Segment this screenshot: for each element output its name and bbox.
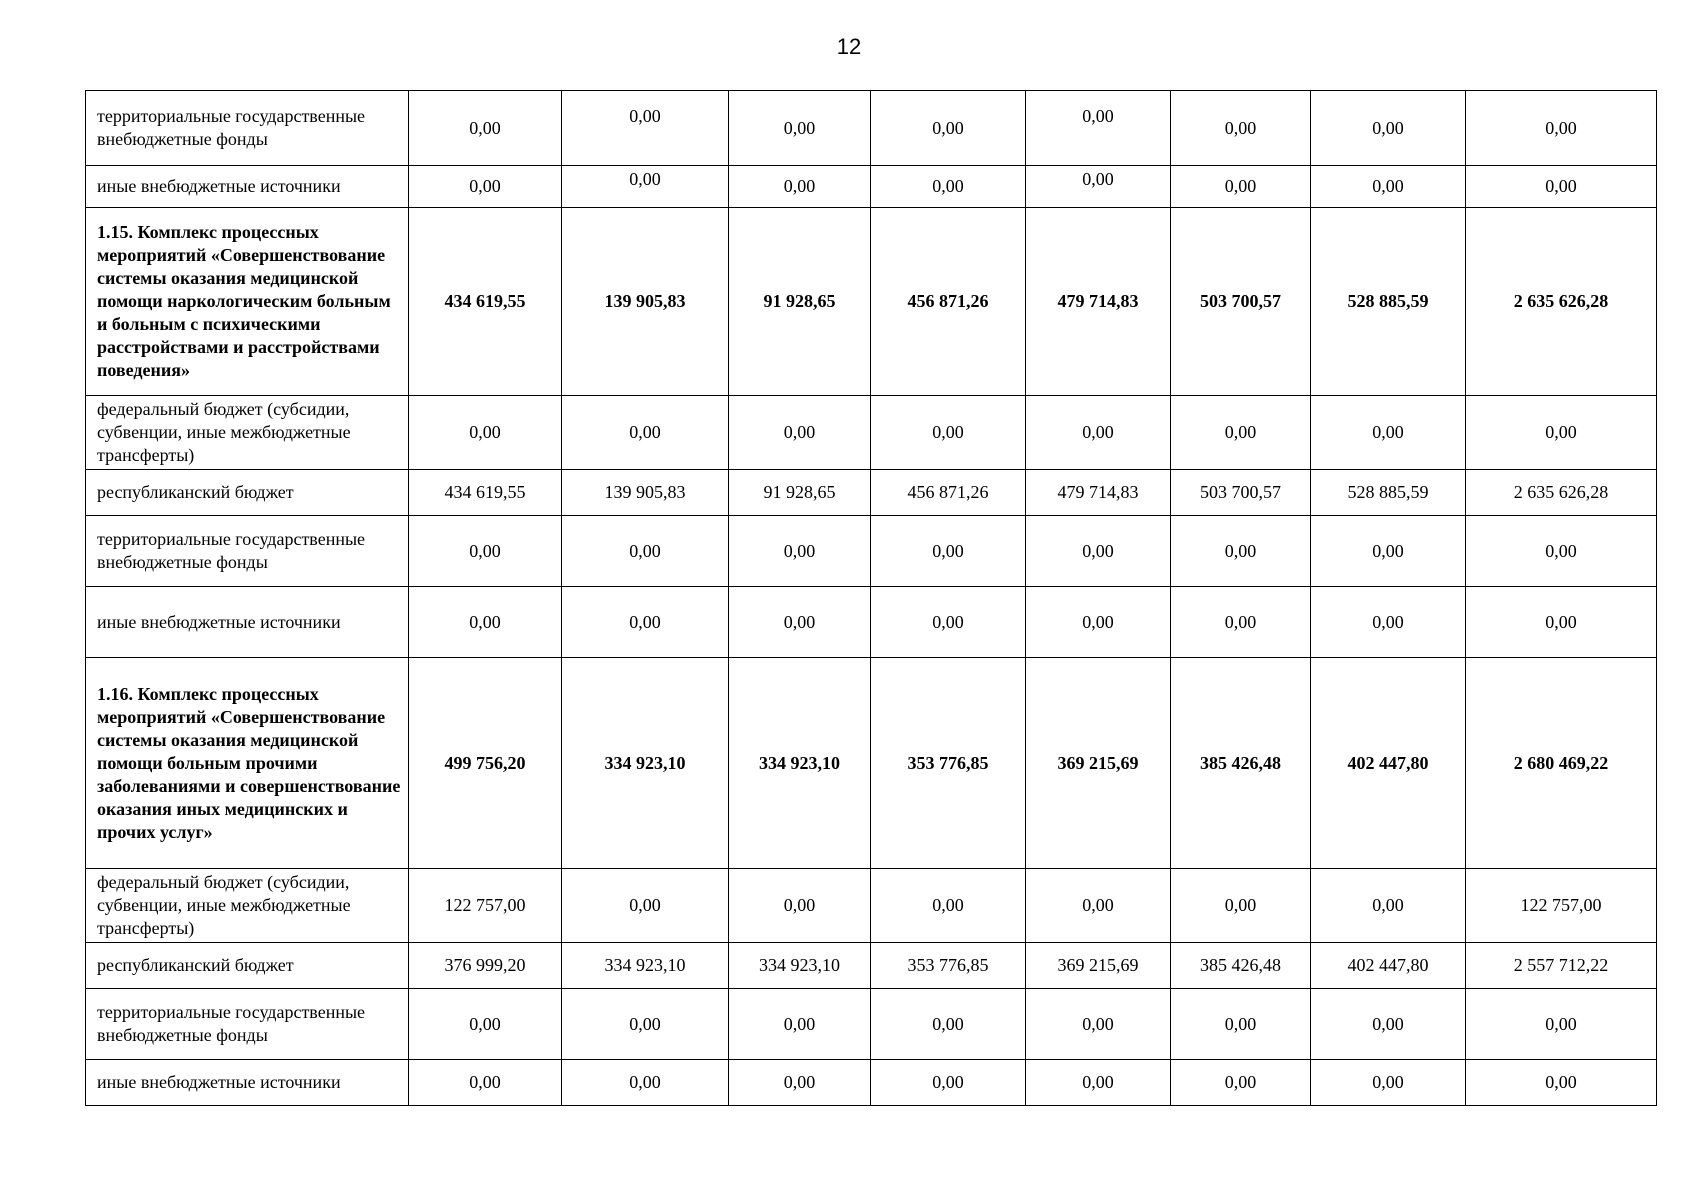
row-label: 1.16. Комплекс процессных мероприятий «Совершенствование системы оказания медицинской помощи больным прочими заболеваниями и совершенствование оказания иных медицинских и прочих услуг» bbox=[86, 658, 409, 869]
value-cell: 0,00 bbox=[1466, 166, 1657, 208]
value-cell: 369 215,69 bbox=[1026, 658, 1171, 869]
value-cell: 0,00 bbox=[562, 989, 729, 1060]
value-cell: 0,00 bbox=[871, 166, 1026, 208]
table-row bbox=[86, 989, 1657, 1060]
table-row bbox=[86, 943, 1657, 989]
value-cell: 0,00 bbox=[1026, 989, 1171, 1060]
table-row bbox=[86, 91, 1657, 166]
value-cell: 0,00 bbox=[1466, 587, 1657, 658]
value-cell: 0,00 bbox=[409, 1060, 562, 1106]
value-cell: 139 905,83 bbox=[562, 470, 729, 516]
value-cell: 0,00 bbox=[562, 91, 729, 166]
row-label: республиканский бюджет bbox=[86, 470, 409, 516]
table-row bbox=[86, 587, 1657, 658]
value-cell: 369 215,69 bbox=[1026, 943, 1171, 989]
row-label: республиканский бюджет bbox=[86, 943, 409, 989]
value-cell: 0,00 bbox=[562, 869, 729, 943]
value-cell: 528 885,59 bbox=[1311, 208, 1466, 396]
table-row bbox=[86, 516, 1657, 587]
value-cell: 0,00 bbox=[1311, 587, 1466, 658]
value-cell: 0,00 bbox=[1026, 516, 1171, 587]
value-cell: 0,00 bbox=[871, 396, 1026, 470]
row-label: территориальные государственные внебюджетные фонды bbox=[86, 91, 409, 166]
value-cell: 0,00 bbox=[1026, 869, 1171, 943]
value-cell: 0,00 bbox=[1311, 166, 1466, 208]
value-cell: 122 757,00 bbox=[409, 869, 562, 943]
value-cell: 0,00 bbox=[871, 989, 1026, 1060]
value-cell: 456 871,26 bbox=[871, 208, 1026, 396]
value-cell: 479 714,83 bbox=[1026, 208, 1171, 396]
value-cell: 91 928,65 bbox=[729, 470, 871, 516]
table-row bbox=[86, 208, 1657, 396]
value-cell: 0,00 bbox=[729, 989, 871, 1060]
value-cell: 385 426,48 bbox=[1171, 943, 1311, 989]
row-label: иные внебюджетные источники bbox=[86, 587, 409, 658]
value-cell: 334 923,10 bbox=[729, 658, 871, 869]
value-cell: 0,00 bbox=[409, 91, 562, 166]
value-cell: 503 700,57 bbox=[1171, 470, 1311, 516]
value-cell: 0,00 bbox=[409, 989, 562, 1060]
row-label: территориальные государственные внебюджетные фонды bbox=[86, 516, 409, 587]
value-cell: 434 619,55 bbox=[409, 208, 562, 396]
value-cell: 2 635 626,28 bbox=[1466, 470, 1657, 516]
value-cell: 0,00 bbox=[1026, 91, 1171, 166]
value-cell: 0,00 bbox=[562, 587, 729, 658]
table-row bbox=[86, 396, 1657, 470]
value-cell: 0,00 bbox=[729, 587, 871, 658]
row-label: иные внебюджетные источники bbox=[86, 166, 409, 208]
value-cell: 0,00 bbox=[562, 396, 729, 470]
value-cell: 0,00 bbox=[1466, 516, 1657, 587]
value-cell: 376 999,20 bbox=[409, 943, 562, 989]
value-cell: 0,00 bbox=[729, 396, 871, 470]
table-row bbox=[86, 470, 1657, 516]
value-cell: 0,00 bbox=[871, 91, 1026, 166]
value-cell: 2 635 626,28 bbox=[1466, 208, 1657, 396]
table-row bbox=[86, 869, 1657, 943]
budget-table bbox=[85, 90, 1657, 1106]
value-cell: 0,00 bbox=[562, 1060, 729, 1106]
page-number: 12 bbox=[836, 34, 862, 59]
value-cell: 0,00 bbox=[729, 869, 871, 943]
value-cell: 353 776,85 bbox=[871, 658, 1026, 869]
value-cell: 2 557 712,22 bbox=[1466, 943, 1657, 989]
value-cell: 0,00 bbox=[1171, 989, 1311, 1060]
row-label: 1.15. Комплекс процессных мероприятий «Совершенствование системы оказания медицинской помощи наркологическим больным и больным с психическими расстройствами и расстройствами поведения» bbox=[86, 208, 409, 396]
value-cell: 0,00 bbox=[409, 516, 562, 587]
value-cell: 0,00 bbox=[1171, 587, 1311, 658]
value-cell: 0,00 bbox=[409, 396, 562, 470]
value-cell: 0,00 bbox=[729, 91, 871, 166]
value-cell: 0,00 bbox=[871, 869, 1026, 943]
row-label: иные внебюджетные источники bbox=[86, 1060, 409, 1106]
value-cell: 0,00 bbox=[1466, 91, 1657, 166]
value-cell: 91 928,65 bbox=[729, 208, 871, 396]
row-label: федеральный бюджет (субсидии, субвенции, иные межбюджетные трансферты) bbox=[86, 869, 409, 943]
value-cell: 0,00 bbox=[1466, 396, 1657, 470]
value-cell: 0,00 bbox=[729, 516, 871, 587]
value-cell: 0,00 bbox=[1311, 869, 1466, 943]
value-cell: 0,00 bbox=[729, 1060, 871, 1106]
value-cell: 479 714,83 bbox=[1026, 470, 1171, 516]
value-cell: 0,00 bbox=[1311, 396, 1466, 470]
value-cell: 0,00 bbox=[871, 587, 1026, 658]
row-label: федеральный бюджет (субсидии, субвенции, иные межбюджетные трансферты) bbox=[86, 396, 409, 470]
value-cell: 122 757,00 bbox=[1466, 869, 1657, 943]
value-cell: 385 426,48 bbox=[1171, 658, 1311, 869]
value-cell: 139 905,83 bbox=[562, 208, 729, 396]
value-cell: 0,00 bbox=[1026, 587, 1171, 658]
value-cell: 434 619,55 bbox=[409, 470, 562, 516]
value-cell: 0,00 bbox=[1311, 1060, 1466, 1106]
value-cell: 499 756,20 bbox=[409, 658, 562, 869]
value-cell: 0,00 bbox=[1171, 1060, 1311, 1106]
value-cell: 0,00 bbox=[1311, 91, 1466, 166]
value-cell: 0,00 bbox=[1171, 166, 1311, 208]
value-cell: 0,00 bbox=[1026, 166, 1171, 208]
row-label: территориальные государственные внебюджетные фонды bbox=[86, 989, 409, 1060]
value-cell: 0,00 bbox=[1026, 396, 1171, 470]
value-cell: 334 923,10 bbox=[562, 658, 729, 869]
value-cell: 0,00 bbox=[871, 516, 1026, 587]
value-cell: 528 885,59 bbox=[1311, 470, 1466, 516]
value-cell: 0,00 bbox=[409, 587, 562, 658]
value-cell: 334 923,10 bbox=[562, 943, 729, 989]
value-cell: 0,00 bbox=[729, 166, 871, 208]
value-cell: 0,00 bbox=[562, 516, 729, 587]
value-cell: 353 776,85 bbox=[871, 943, 1026, 989]
value-cell: 0,00 bbox=[1466, 1060, 1657, 1106]
value-cell: 0,00 bbox=[1311, 989, 1466, 1060]
value-cell: 0,00 bbox=[1171, 396, 1311, 470]
value-cell: 0,00 bbox=[562, 166, 729, 208]
value-cell: 503 700,57 bbox=[1171, 208, 1311, 396]
value-cell: 334 923,10 bbox=[729, 943, 871, 989]
value-cell: 0,00 bbox=[409, 166, 562, 208]
value-cell: 0,00 bbox=[871, 1060, 1026, 1106]
table-row bbox=[86, 166, 1657, 208]
value-cell: 0,00 bbox=[1171, 516, 1311, 587]
value-cell: 0,00 bbox=[1466, 989, 1657, 1060]
value-cell: 0,00 bbox=[1171, 91, 1311, 166]
value-cell: 402 447,80 bbox=[1311, 658, 1466, 869]
table-row bbox=[86, 1060, 1657, 1106]
value-cell: 0,00 bbox=[1026, 1060, 1171, 1106]
value-cell: 0,00 bbox=[1171, 869, 1311, 943]
value-cell: 456 871,26 bbox=[871, 470, 1026, 516]
value-cell: 0,00 bbox=[1311, 516, 1466, 587]
table-row bbox=[86, 658, 1657, 869]
value-cell: 402 447,80 bbox=[1311, 943, 1466, 989]
value-cell: 2 680 469,22 bbox=[1466, 658, 1657, 869]
